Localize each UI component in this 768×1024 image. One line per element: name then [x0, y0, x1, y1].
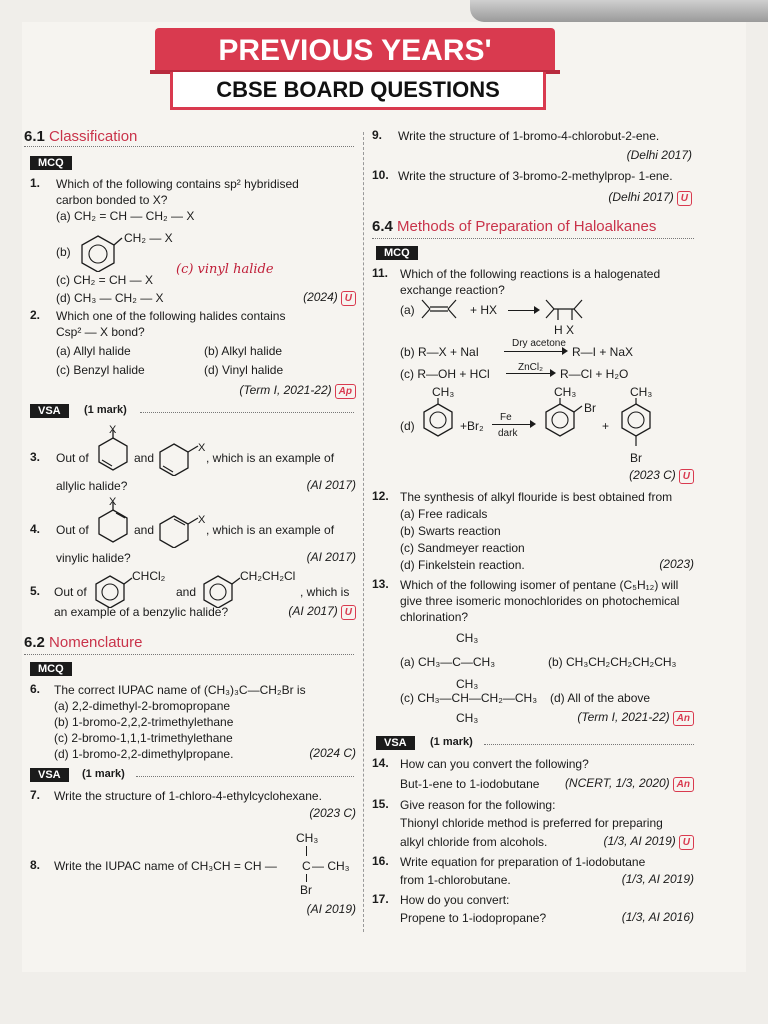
q11-option-b: (b) R—X + NaI: [400, 345, 480, 359]
q1-badge: U: [341, 291, 356, 306]
benzene-ring-q5b: [202, 572, 242, 608]
q11-d-ch3-b: CH₃: [554, 385, 577, 399]
q13-badge: An: [673, 711, 694, 726]
q12-option-a: (a) Free radicals: [400, 507, 488, 521]
q8-center-carbon: C: [302, 859, 311, 873]
q4-line2: vinylic halide?: [56, 551, 131, 565]
device-frame: [470, 0, 768, 22]
q16-number: 16.: [372, 854, 389, 868]
q11-option-a-hx: + HX: [470, 303, 498, 317]
q11-d-fe: Fe: [500, 412, 512, 423]
q2-option-b: (b) Alkyl halide: [204, 344, 283, 358]
q13-option-a: (a) CH₃—C—CH₃: [400, 655, 496, 669]
q17-text2: Propene to 1-iodopropane?: [400, 911, 547, 925]
q11-d-br-para: Br: [630, 451, 642, 465]
q5-and: and: [176, 585, 197, 599]
q5-post: , which is: [300, 585, 350, 599]
q11-d-br-ortho: Br: [584, 401, 596, 415]
q4-and: and: [134, 523, 155, 537]
q1-option-c: (c) CH₂ = CH — X: [56, 273, 153, 287]
q5-source: (AI 2017) U: [240, 604, 356, 620]
q16-text2: from 1-chlorobutane.: [400, 873, 511, 887]
q17-source: (1/3, AI 2016): [621, 910, 694, 924]
q2-option-a: (a) Allyl halide: [56, 344, 131, 358]
arrow-d: [492, 424, 532, 425]
q15-number: 15.: [372, 797, 389, 811]
mcq-tag: MCQ: [30, 156, 72, 170]
benzene-ring-q5a: [94, 572, 134, 608]
q13-option-c: (c) CH₃—CH—CH₂—CH₃: [400, 691, 538, 705]
q11-d-plus: +: [602, 419, 610, 433]
q2-number: 2.: [30, 308, 41, 322]
q7-number: 7.: [30, 788, 41, 802]
q11-d-ch3-c: CH₃: [630, 385, 653, 399]
q11-d-dark: dark: [498, 428, 518, 439]
q12-option-b: (b) Swarts reaction: [400, 524, 501, 538]
q13-option-d: (d) All of the above: [550, 691, 651, 705]
q8-source: (AI 2019): [306, 902, 356, 916]
q3-number: 3.: [30, 450, 41, 464]
q6-option-c: (c) 2-bromo-1,1,1-trimethylethane: [54, 731, 233, 745]
q5-pre: Out of: [54, 585, 87, 599]
q3-x2: X: [198, 442, 206, 454]
q12-text: The synthesis of alkyl flouride is best obtained from: [400, 490, 673, 504]
q15-badge: U: [679, 835, 694, 850]
q5-number: 5.: [30, 584, 41, 598]
q4-number: 4.: [30, 522, 41, 536]
vsa-tag: VSA: [376, 736, 415, 750]
q5-line2: an example of a benzylic halide?: [54, 605, 229, 619]
q4-source: (AI 2017): [306, 550, 356, 564]
q11-option-c: (c) R—OH + HCl: [400, 367, 490, 381]
q11-option-d-label: (d): [400, 419, 415, 433]
q13-source: (Term I, 2021-22) An: [560, 710, 694, 726]
q5-badge: U: [341, 605, 356, 620]
q11-source: (2023 C) U: [580, 468, 694, 484]
q16-text1: Write equation for preparation of 1-iodobutane: [400, 855, 646, 869]
q13-text: Which of the following isomer of pentane (C₅H₁₂) will give three isomeric monochlorides on photochemical chlorination?: [400, 578, 680, 624]
section-6-4-heading: 6.4 Methods of Preparation of Haloalkanes: [372, 218, 657, 235]
q6-option-b: (b) 1-bromo-2,2,2-trimethylethane: [54, 715, 234, 729]
q11-option-a-hx-substituents: H X: [554, 323, 575, 337]
arrow-b: [504, 351, 564, 352]
q5-chem2: CH₂CH₂Cl: [240, 569, 296, 583]
q8-bond-top: [306, 846, 307, 856]
q5-chem1: CHCl₂: [132, 569, 166, 583]
vsa-tag: VSA: [30, 768, 69, 782]
q4-x2: X: [198, 514, 206, 526]
vsa-marks: (1 mark): [84, 404, 127, 416]
q13-number: 13.: [372, 577, 389, 591]
q10-text: Write the structure of 3-bromo-2-methylprop- 1-ene.: [398, 169, 673, 183]
q14-text2: But-1-ene to 1-iodobutane: [400, 777, 540, 791]
vsa-rule: [484, 744, 694, 745]
q14-badge: An: [673, 777, 694, 792]
arrow-d-head: [530, 420, 536, 428]
q2-option-d: (d) Vinyl halide: [204, 363, 284, 377]
q13-c-bottom: CH₃: [456, 711, 479, 725]
q1-number: 1.: [30, 176, 41, 190]
q9-text: Write the structure of 1-bromo-4-chlorobut-2-ene.: [398, 129, 660, 143]
q13-a-top: CH₃: [456, 631, 479, 645]
section-6-2-heading: 6.2 Nomenclature: [24, 634, 143, 651]
vsa-marks: (1 mark): [82, 768, 125, 780]
q3-pre: Out of: [56, 451, 89, 465]
q6-text: The correct IUPAC name of (CH₃)₃C—CH₂Br is: [54, 683, 306, 697]
q11-d-br2: +Br₂: [460, 419, 484, 433]
q8-tail: — CH₃: [312, 859, 350, 873]
q10-number: 10.: [372, 168, 389, 182]
q14-text1: How can you convert the following?: [400, 757, 589, 771]
vsa-tag: VSA: [30, 404, 69, 418]
column-divider: [363, 132, 364, 932]
q4-post: , which is an example of: [206, 523, 335, 537]
arrow-c-head: [550, 369, 556, 377]
o-bromotoluene-ring: [544, 398, 588, 440]
page-subtitle: CBSE BOARD QUESTIONS: [170, 72, 546, 110]
q1-source: (2024) U: [240, 290, 356, 306]
q2-source: (Term I, 2021-22) Ap: [200, 383, 356, 399]
section-6-1-heading: 6.1 Classification: [24, 128, 138, 145]
q16-source: (1/3, AI 2019): [621, 872, 694, 886]
q11-d-ch3-a: CH₃: [432, 385, 455, 399]
q10-badge: U: [677, 191, 692, 206]
q11-badge: U: [679, 469, 694, 484]
q8-ch3-top: CH₃: [296, 831, 319, 845]
q12-number: 12.: [372, 489, 389, 503]
cyclohexene-ring-q3b: [158, 440, 202, 476]
page-title: PREVIOUS YEARS': [155, 28, 555, 74]
q2-text: Which one of the following halides contains Csp² — X bond?: [56, 309, 286, 339]
q17-text1: How do you convert:: [400, 893, 510, 907]
q6-option-d: (d) 1-bromo-2,2-dimethylpropane.: [54, 747, 234, 761]
q6-option-a: (a) 2,2-dimethyl-2-bromopropane: [54, 699, 231, 713]
q12-option-c: (c) Sandmeyer reaction: [400, 541, 525, 555]
q7-text: Write the structure of 1-chloro-4-ethylcyclohexane.: [54, 789, 322, 803]
q14-source: (NCERT, 1/3, 2020) An: [540, 776, 694, 792]
cyclohexene-ring-q4b: [158, 512, 202, 548]
mcq-tag: MCQ: [376, 246, 418, 260]
q4-pre: Out of: [56, 523, 89, 537]
q15-text1: Give reason for the following:: [400, 798, 556, 812]
toluene-ring: [422, 398, 456, 440]
q6-number: 6.: [30, 682, 41, 696]
q11-number: 11.: [372, 266, 389, 280]
q10-source: (Delhi 2017) U: [560, 190, 692, 206]
q3-x1: X: [109, 424, 117, 436]
q1-text: Which of the following contains sp² hybridised carbon bonded to X?: [56, 177, 299, 207]
q11-option-c-product: R—Cl + H₂O: [560, 367, 629, 381]
q14-number: 14.: [372, 756, 389, 770]
q3-post: , which is an example of: [206, 451, 335, 465]
handwritten-note: (c) vinyl halide: [176, 262, 274, 277]
q15-text2: Thionyl chloride method is preferred for preparing: [400, 816, 663, 830]
q3-source: (AI 2017): [306, 478, 356, 492]
q3-and: and: [134, 451, 155, 465]
q17-number: 17.: [372, 892, 389, 906]
q2-badge: Ap: [335, 384, 356, 399]
q6-source: (2024 C): [309, 746, 356, 760]
q12-option-d: (d) Finkelstein reaction.: [400, 558, 525, 572]
vsa-rule: [136, 776, 354, 777]
alkene-structure: [420, 296, 460, 322]
section-rule: [24, 146, 354, 147]
arrow-a-head: [534, 306, 540, 314]
section-rule: [372, 238, 694, 239]
q11-option-b-condition: Dry acetone: [512, 338, 566, 349]
q1-option-d: (d) CH₃ — CH₂ — X: [56, 291, 164, 305]
q13-a-bottom: CH₃: [456, 677, 479, 691]
vsa-rule: [140, 412, 354, 413]
q1-option-b-label: (b): [56, 245, 71, 259]
q12-source: (2023): [659, 557, 694, 571]
q15-text3: alkyl chloride from alcohols.: [400, 835, 548, 849]
q7-source: (2023 C): [309, 806, 356, 820]
q1-option-a: (a) CH₂ = CH — CH₂ — X: [56, 209, 195, 223]
q8-br: Br: [300, 883, 312, 897]
q11-text: Which of the following reactions is a halogenated exchange reaction?: [400, 267, 661, 297]
vsa-marks: (1 mark): [430, 736, 473, 748]
q11-option-c-condition: ZnCl₂: [518, 362, 543, 373]
q2-option-c: (c) Benzyl halide: [56, 363, 145, 377]
p-bromotoluene-ring: [620, 398, 654, 450]
q4-x1: X: [109, 496, 117, 508]
alkane-structure: [544, 296, 592, 322]
q1-option-b-substituent: CH₂ — X: [124, 231, 173, 245]
mcq-tag: MCQ: [30, 662, 72, 676]
q8-text: Write the IUPAC name of CH₃CH = CH —: [54, 859, 277, 873]
q9-number: 9.: [372, 128, 383, 142]
arrow-c: [506, 373, 552, 374]
q3-line2: allylic halide?: [56, 479, 128, 493]
q15-source: (1/3, AI 2019) U: [570, 834, 694, 850]
q8-number: 8.: [30, 858, 41, 872]
section-rule: [24, 654, 354, 655]
arrow-b-head: [562, 347, 568, 355]
q8-bond-bottom: [306, 874, 307, 882]
q11-option-b-product: R—I + NaX: [572, 345, 634, 359]
q13-option-b: (b) CH₃CH₂CH₂CH₂CH₃: [548, 655, 677, 669]
q9-source: (Delhi 2017): [626, 148, 692, 162]
q11-option-a-label: (a): [400, 303, 415, 317]
